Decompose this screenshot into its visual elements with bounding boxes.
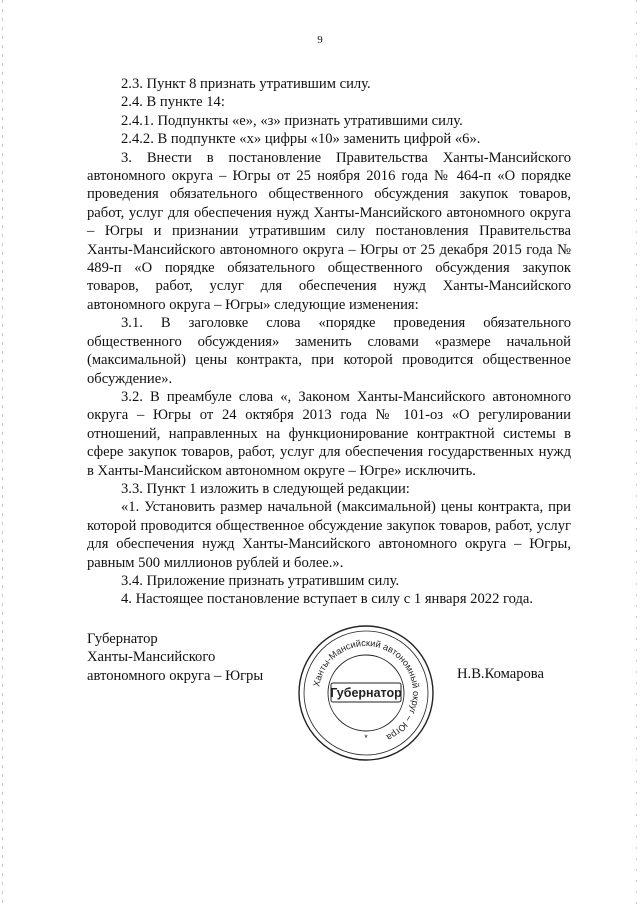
scan-edge-left xyxy=(2,0,3,905)
paragraph-3-3: 3.3. Пункт 1 изложить в следующей редакции: xyxy=(121,480,410,497)
paragraph-3-1: 3.1. В заголовке слова «порядке проведения обязательного общественного обсуждения» заменить словами «размере начальной (максимальной) цены контракта, при которой проводится общественное обсуждение». xyxy=(87,315,571,387)
signatory-title-line: Ханты-Мансийского xyxy=(87,649,216,666)
paragraph-3: 3. Внести в постановление Правительства Ханты-Мансийского автономного округа – Югры от 25 ноября 2016 года № 464-п «О порядке проведения обязательного общественного обсуждения закупок товаров, работ, услуг для обеспечения нужд Ханты-Мансийского автономного округа – Югры и признании утратившим силу постановления Правительства Ханты-Мансийского автономного округа – Югры от 25 декабря 2015 года № 489-п «О порядке обязательного общественного обсуждения закупок товаров, работ, услуг для обеспечения нужд Ханты-Мансийского автономного округа – Югры» следующие изменения: xyxy=(87,149,571,313)
seal-center-text: Губернатор xyxy=(330,686,402,700)
page-number: 9 xyxy=(317,34,323,46)
document-body xyxy=(87,75,571,609)
signatory-title-line: автономного округа – Югры xyxy=(87,667,264,684)
seal-ring-text: Ханты-Мансийский автономный округ – Югра xyxy=(311,637,422,743)
seal-star: * xyxy=(364,733,368,743)
official-seal xyxy=(293,620,439,766)
paragraph-2-4: 2.4. В пункте 14: xyxy=(121,94,225,111)
paragraph-2-4-1: 2.4.1. Подпункты «е», «з» признать утратившими силу. xyxy=(121,112,463,129)
paragraph-2-4-2: 2.4.2. В подпункте «х» цифры «10» заменить цифрой «6». xyxy=(121,131,481,148)
paragraph-4: 4. Настоящее постановление вступает в силу с 1 января 2022 года. xyxy=(121,591,534,608)
signatory-title-line: Губернатор xyxy=(87,631,158,647)
signatory-title xyxy=(87,630,297,685)
paragraph-2-3: 2.3. Пункт 8 признать утратившим силу. xyxy=(121,76,371,92)
paragraph-quote-1: «1. Установить размер начальной (максимальной) цены контракта, при которой проводится общественное обсуждение закупок товаров, работ, услуг для обеспечения нужд Ханты-Мансийского автономного округа – Югры, равным 500 миллионов рублей и более.». xyxy=(87,499,571,571)
paragraph-3-2: 3.2. В преамбуле слова «, Законом Ханты-Мансийского автономного округа – Югры от 24 октября 2013 года № 101-оз «О регулировании отношений, направленных на функционирование контрактной системы в сфере закупок товаров, работ, услуг для обеспечения государственных нужд в Ханты-Мансийском автономном округе – Югре» исключить. xyxy=(87,388,571,479)
scan-edge-right xyxy=(636,0,637,905)
paragraph-3-4: 3.4. Приложение признать утратившим силу. xyxy=(121,572,400,589)
signatory-name: Н.В.Комарова xyxy=(457,666,544,682)
